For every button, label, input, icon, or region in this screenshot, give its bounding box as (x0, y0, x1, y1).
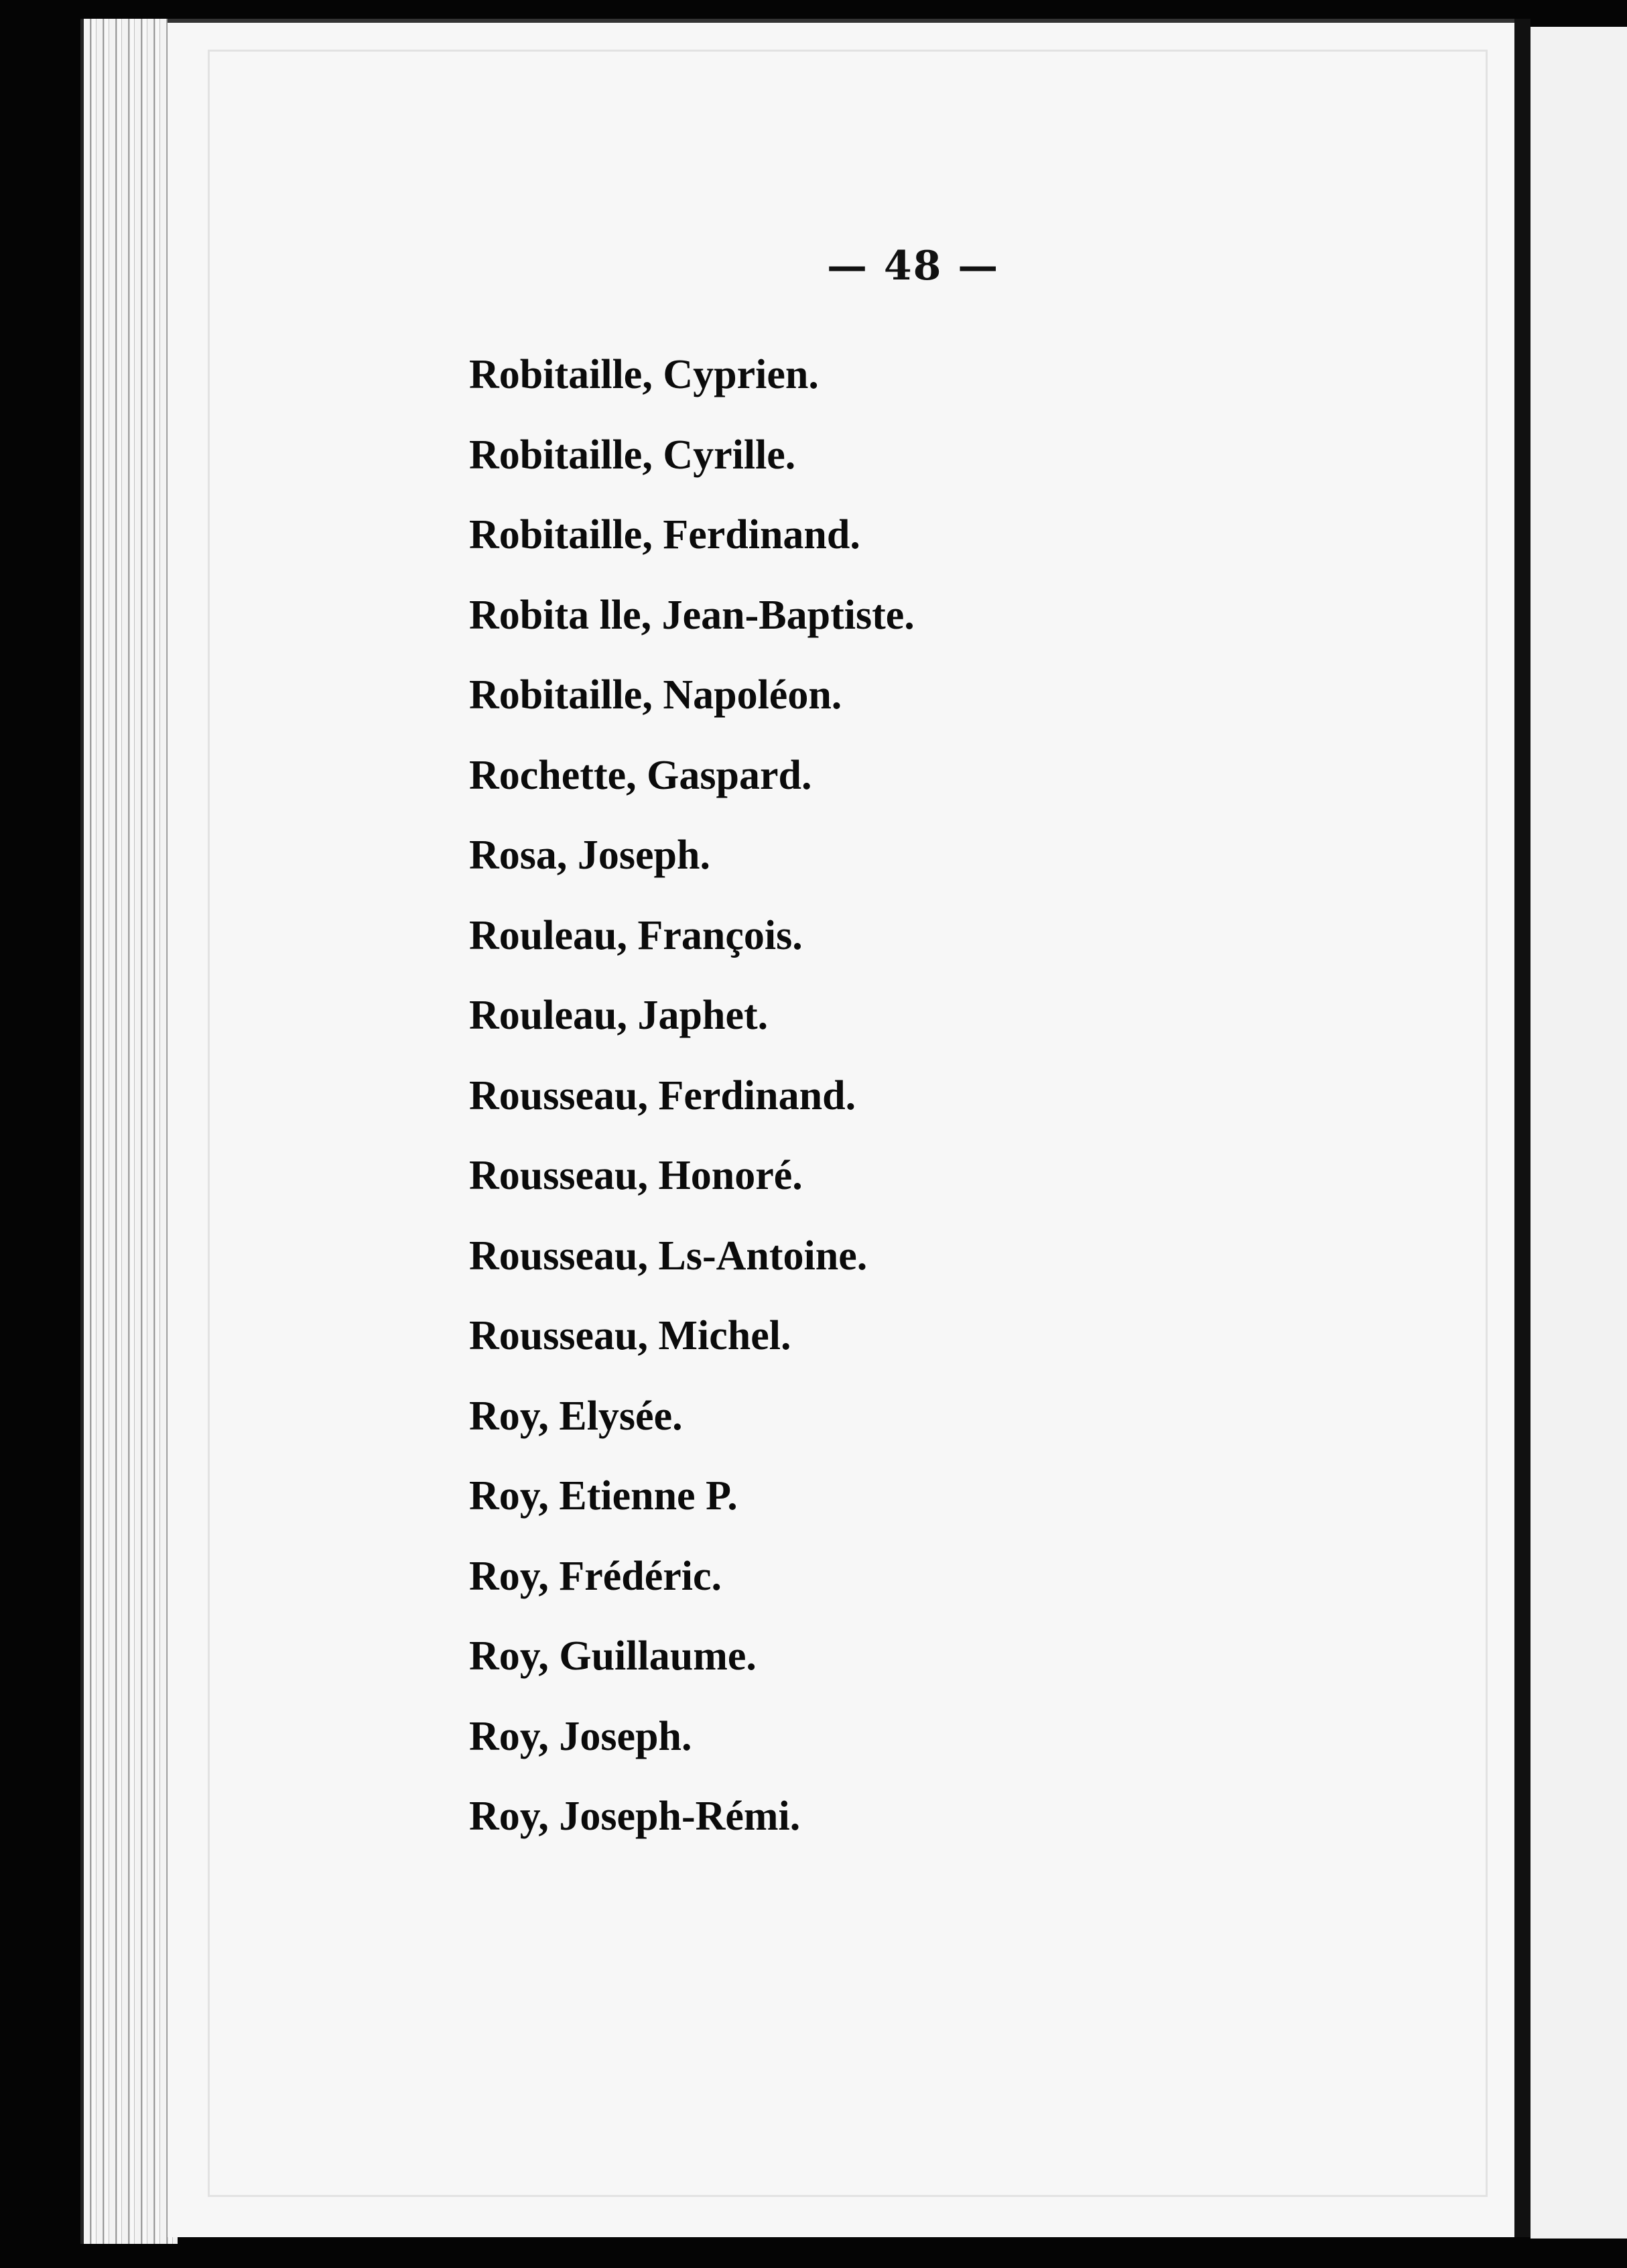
list-item: Rochette, Gaspard. (469, 752, 812, 798)
list-item: Roy, Etienne P. (469, 1473, 738, 1519)
list-item: Rouleau, François. (469, 912, 803, 958)
list-item: Roy, Joseph. (469, 1713, 692, 1759)
list-item: Roy, Joseph-Rémi. (469, 1793, 801, 1839)
book-gutter (1514, 19, 1531, 2237)
list-item: Rouleau, Japhet. (469, 993, 769, 1038)
list-item: Robitaille, Cyrille. (469, 432, 796, 478)
list-item: Robita lle, Jean-Baptiste. (469, 592, 915, 638)
list-item: Robitaille, Ferdinand. (469, 512, 860, 558)
list-item: Roy, Elysée. (469, 1393, 683, 1439)
list-item: Roy, Guillaume. (469, 1633, 757, 1679)
page-number: — 48 — (827, 243, 1000, 290)
list-item: Rousseau, Honoré. (469, 1153, 803, 1198)
name-list (469, 335, 915, 1857)
facing-page (1531, 27, 1627, 2239)
list-item: Rosa, Joseph. (469, 832, 711, 878)
list-item: Rousseau, Ls-Antoine. (469, 1233, 868, 1279)
list-item: Rousseau, Michel. (469, 1313, 791, 1359)
list-item: Robitaille, Cyprien. (469, 352, 819, 397)
list-item: Rousseau, Ferdinand. (469, 1072, 856, 1119)
list-item: Roy, Frédéric. (469, 1553, 722, 1599)
page-edges (80, 19, 178, 2244)
list-item: Robitaille, Napoléon. (469, 672, 842, 718)
